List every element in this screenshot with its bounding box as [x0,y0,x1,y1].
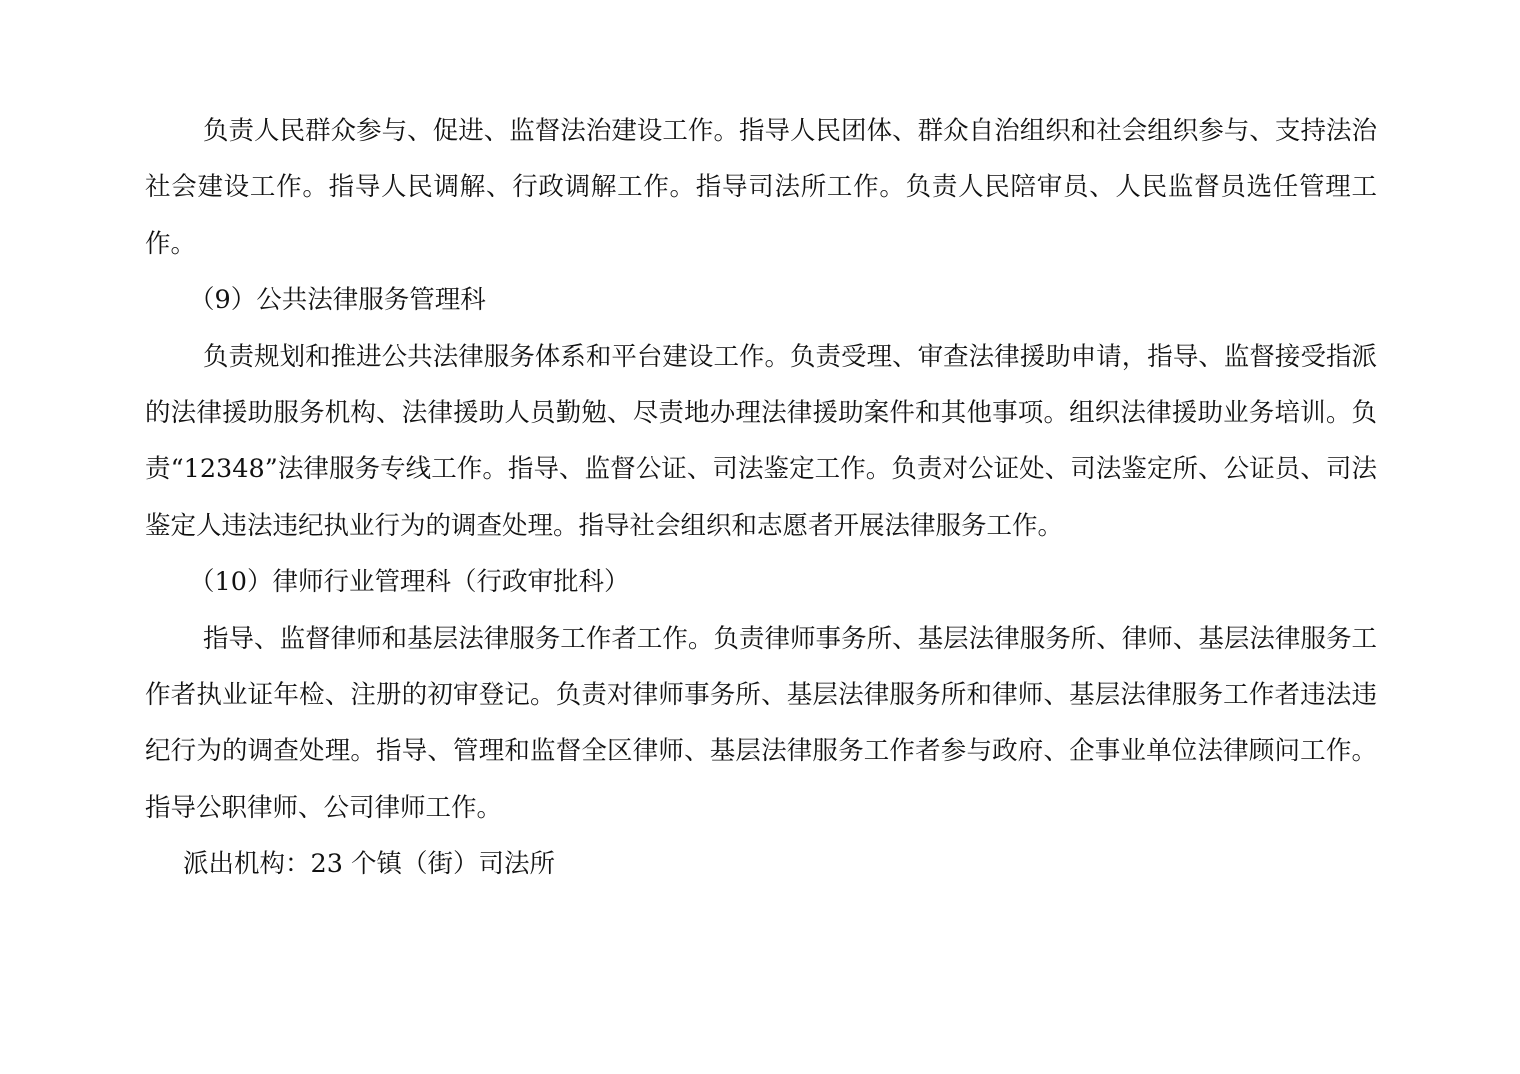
paragraph-lawyer-industry-management: 指导、监督律师和基层法律服务工作者工作。负责律师事务所、基层法律服务所、律师、基层法律服务工作者执业证年检、注册的初审登记。负责对律师事务所、基层法律服务所和律师、基层法律服务工作者违法违纪行为的调查处理。指导、管理和监督全区律师、基层法律服务工作者参与政府、企事业单位法律顾问工作。指导公职律师、公司律师工作。 [145,623,1377,823]
paragraph-dispatched-agencies: 派出机构：23 个镇（街）司法所 [183,849,556,880]
heading-lawyer-industry-management: （10）律师行业管理科（行政审批科） [189,567,630,598]
paragraph-public-legal-services: 负责规划和推进公共法律服务体系和平台建设工作。负责受理、审查法律援助申请，指导、监督接受指派的法律援助服务机构、法律援助人员勤勉、尽责地办理法律援助案件和其他事项。组织法律援助业务培训。负责“12348”法律服务专线工作。指导、监督公证、司法鉴定工作。负责对公证处、司法鉴定所、公证员、司法鉴定人违法违纪执业行为的调查处理。指导社会组织和志愿者开展法律服务工作。 [145,341,1377,541]
document-body [145,103,1377,893]
paragraph-people-participation: 负责人民群众参与、促进、监督法治建设工作。指导人民团体、群众自治组织和社会组织参与、支持法治社会建设工作。指导人民调解、行政调解工作。指导司法所工作。负责人民陪审员、人民监督员选任管理工作。 [145,116,1377,259]
heading-public-legal-services: （9）公共法律服务管理科 [189,285,486,316]
